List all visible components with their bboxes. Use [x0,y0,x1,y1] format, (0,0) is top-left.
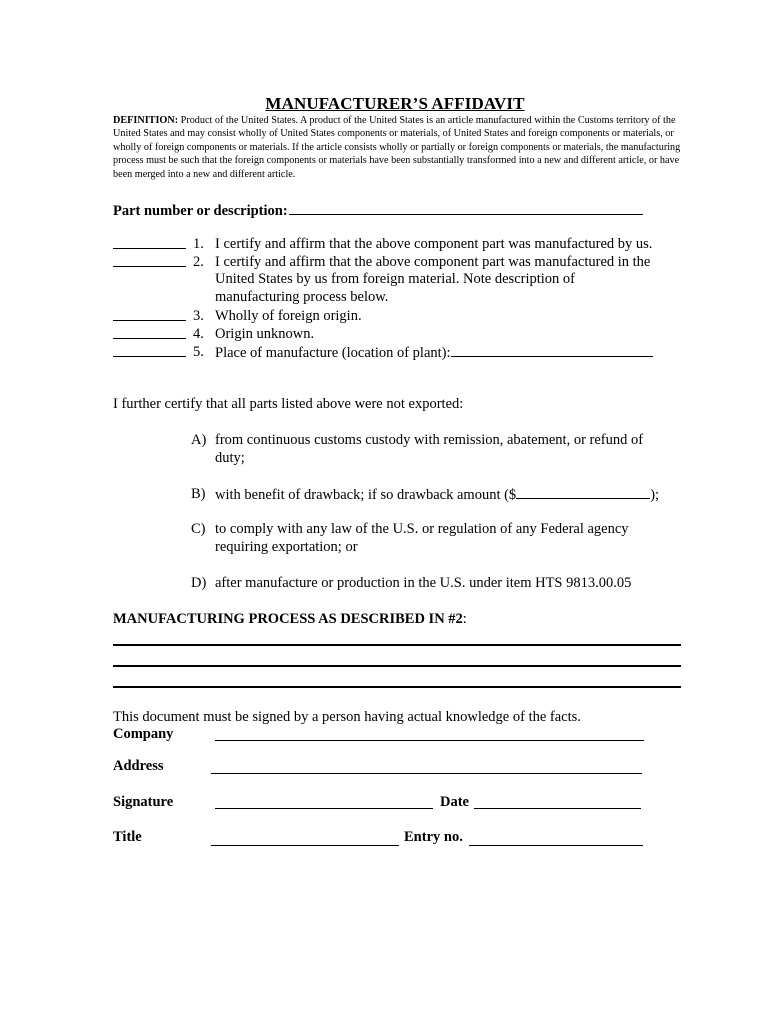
title-input[interactable] [211,844,399,846]
date-label: Date [440,794,469,810]
option-a-line-1: from continuous customs custody with remission, abatement, or refund of [215,432,644,448]
item-2-continuation: United States by us from foreign material. Note description of [215,271,575,287]
item-number: 2. [193,254,204,270]
certify-item-4 [113,325,315,344]
item-number: 5. [193,344,204,360]
signature-label: Signature [113,794,174,810]
drawback-close: ); [650,487,660,503]
option-text: after manufacture or production in the U.S. under item HTS 9813.00.05 [215,575,632,591]
manufacturing-process-heading [113,611,467,628]
process-line-3[interactable] [113,686,681,688]
item-number: 4. [193,326,204,342]
part-description-field [113,200,643,220]
signature-input[interactable] [215,807,433,809]
address-label: Address [113,758,164,774]
process-line-1[interactable] [113,644,681,646]
manufacturing-heading-text: MANUFACTURING PROCESS AS DESCRIBED IN #2 [113,611,463,627]
certify-item-1 [113,235,653,254]
company-label: Company [113,726,174,742]
option-c-line-2: requiring exportation; or [215,539,358,555]
item-text: I certify and affirm that the above component part was manufactured by us. [215,236,653,252]
drawback-amount-input[interactable] [516,485,650,499]
company-input[interactable] [215,739,644,741]
option-c-line-1: to comply with any law of the U.S. or regulation of any Federal agency [215,521,629,537]
item-2-continuation: manufacturing process below. [215,289,389,305]
entry-no-input[interactable] [469,844,643,846]
item-4-blank[interactable] [113,325,186,339]
process-line-2[interactable] [113,665,681,667]
plant-location-label: Place of manufacture (location of plant): [215,345,451,361]
item-number: 1. [193,236,204,252]
option-a-line-2: duty; [215,450,245,466]
option-label: C) [191,521,206,537]
item-number: 3. [193,308,204,324]
signature-note: This document must be signed by a person having actual knowledge of the facts. [113,709,581,725]
further-certify-text: I further certify that all parts listed above were not exported: [113,396,464,412]
option-text [215,485,685,504]
item-text: I certify and affirm that the above component part was manufactured in the [215,254,651,270]
part-description-input[interactable] [289,200,643,215]
certify-item-2 [113,253,651,272]
item-5-blank[interactable] [113,343,186,357]
option-label: A) [191,432,207,448]
address-input[interactable] [211,772,642,774]
option-label: D) [191,575,207,591]
item-text: Origin unknown. [215,326,315,342]
entry-no-label: Entry no. [404,829,463,845]
option-label: B) [191,486,206,502]
item-text [215,343,653,362]
date-input[interactable] [474,807,641,809]
definition-paragraph [113,114,683,181]
definition-label: DEFINITION: [113,115,179,126]
item-text: Wholly of foreign origin. [215,308,362,324]
page-title: MANUFACTURER’S AFFIDAVIT [265,94,525,113]
part-description-label: Part number or description: [113,203,288,219]
option-text [215,520,685,556]
drawback-label: with benefit of drawback; if so drawback amount ($ [215,487,517,503]
item-1-blank[interactable] [113,235,186,249]
certify-item-5 [113,343,451,362]
option-text [215,431,685,467]
manufacturing-heading-colon: : [462,611,467,627]
certify-item-3 [113,307,362,326]
item-2-blank[interactable] [113,253,186,267]
title-label: Title [113,829,142,845]
item-3-blank[interactable] [113,307,186,321]
plant-location-input[interactable] [451,343,653,357]
definition-text: Product of the United States. A product of the United States is an article manufactured within the Customs territory of the United States and may consist wholly of United States components or materials, of United States and foreign components or materials, or wholly of foreign components or materials. If the article consists wholly or partially or foreign components or materials, the manufacturing process must be such that the foreign components or materials have been substantially transformed into a new and different article, or have been merged into a new and different article. [113,115,681,180]
